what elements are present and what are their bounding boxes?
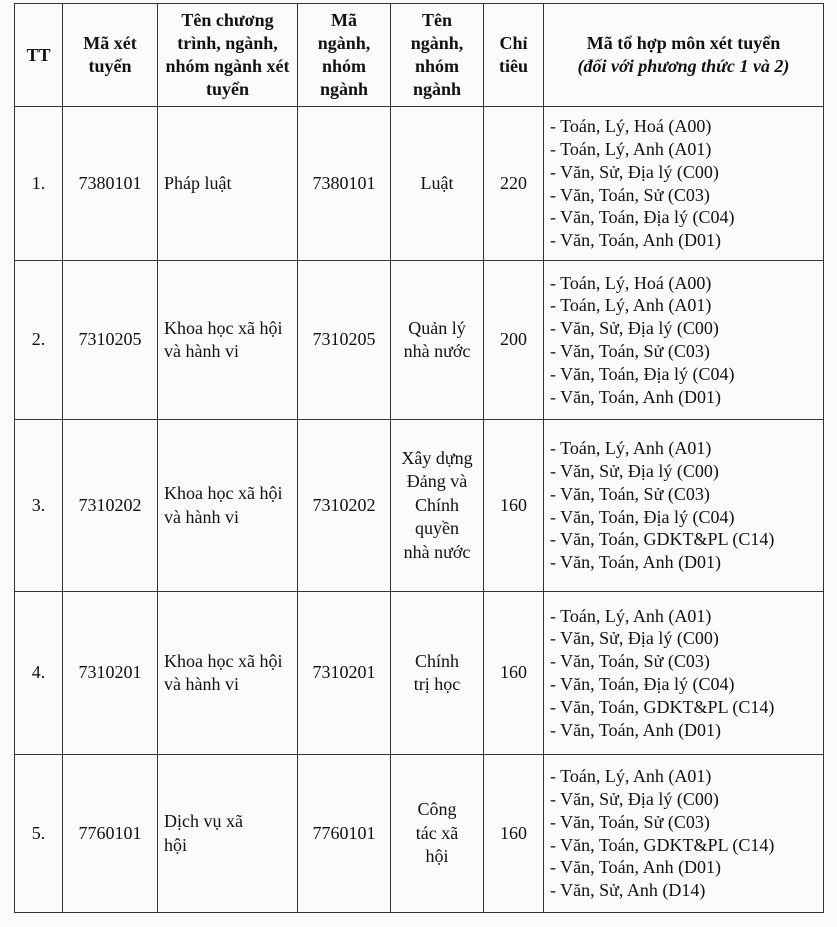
header-ma-nganh: Mã ngành, nhóm ngành [298,4,391,107]
header-to-hop [544,4,824,107]
combo-item: - Văn, Toán, Sử (C03) [550,483,710,504]
table-row [15,420,824,592]
header-ma-xet-tuyen: Mã xét tuyển [63,4,158,107]
combo-item: - Văn, Toán, Địa lý (C04) [550,363,735,384]
combo-item: - Văn, Toán, Sử (C03) [550,184,710,205]
combo-item: - Văn, Toán, Anh (D01) [550,552,722,573]
combo-item: - Văn, Sử, Địa lý (C00) [550,628,719,649]
cell-ma-nganh: 7760101 [298,755,391,913]
cell-ten-chuong-trinh: Khoa học xã hội và hành vi [158,592,298,755]
admission-table [14,3,824,913]
cell-ma-xet-tuyen: 7380101 [63,107,158,261]
cell-ten-nganh: Luật [391,107,484,261]
combo-item: - Văn, Toán, Anh (D01) [550,719,722,740]
cell-ma-nganh: 7310205 [298,261,391,420]
header-ten-nganh: Tên ngành, nhóm ngành [391,4,484,107]
combo-item: - Văn, Toán, Địa lý (C04) [550,207,735,228]
combo-item: - Văn, Toán, GDKT&PL (C14) [550,834,775,855]
combo-item: - Toán, Lý, Anh (A01) [550,605,712,626]
combo-item: - Toán, Lý, Anh (A01) [550,295,712,316]
combo-item: - Toán, Lý, Hoá (A00) [550,116,712,137]
combo-item: - Văn, Toán, Sử (C03) [550,651,710,672]
header-chi-tieu: Chỉ tiêu [484,4,544,107]
header-ten-chuong-trinh: Tên chương trình, ngành, nhóm ngành xét tuyển [158,4,298,107]
combo-item: - Văn, Toán, Anh (D01) [550,857,722,878]
cell-chi-tieu: 200 [484,261,544,420]
cell-ma-nganh: 7310201 [298,592,391,755]
combo-item: - Văn, Toán, Sử (C03) [550,811,710,832]
cell-chi-tieu: 160 [484,755,544,913]
header-tt: TT [15,4,63,107]
combo-item: - Toán, Lý, Anh (A01) [550,138,712,159]
cell-to-hop [544,261,824,420]
table-row [15,261,824,420]
header-to-hop-note: (đối với phương thức 1 và 2) [577,56,790,76]
combo-item: - Văn, Toán, GDKT&PL (C14) [550,696,775,717]
cell-tt: 2. [15,261,63,420]
combo-item: - Văn, Sử, Địa lý (C00) [550,161,719,182]
cell-ma-xet-tuyen: 7310201 [63,592,158,755]
cell-ten-chuong-trinh: Khoa học xã hội và hành vi [158,420,298,592]
combo-item: - Văn, Sử, Địa lý (C00) [550,460,719,481]
cell-ten-chuong-trinh: Khoa học xã hội và hành vi [158,261,298,420]
cell-ten-nganh: Quản lý nhà nước [391,261,484,420]
table-row [15,592,824,755]
cell-ten-nganh: Công tác xã hội [391,755,484,913]
cell-to-hop [544,592,824,755]
cell-to-hop [544,420,824,592]
table-row [15,755,824,913]
cell-ma-xet-tuyen: 7760101 [63,755,158,913]
cell-ten-chuong-trinh: Pháp luật [158,107,298,261]
combo-item: - Văn, Toán, Sử (C03) [550,341,710,361]
combo-item: - Văn, Toán, GDKT&PL (C14) [550,529,775,550]
combo-item: - Toán, Lý, Anh (A01) [550,766,712,787]
cell-ma-nganh: 7380101 [298,107,391,261]
cell-to-hop [544,107,824,261]
cell-chi-tieu: 160 [484,592,544,755]
table-header-row [15,4,824,107]
combo-item: - Văn, Sử, Địa lý (C00) [550,788,719,809]
combo-item: - Văn, Toán, Anh (D01) [550,386,722,407]
cell-ma-nganh: 7310202 [298,420,391,592]
combo-item: - Văn, Toán, Anh (D01) [550,230,722,251]
cell-ma-xet-tuyen: 7310205 [63,261,158,420]
cell-ten-nganh: Xây dựng Đảng và Chính quyền nhà nước [391,420,484,592]
cell-chi-tieu: 160 [484,420,544,592]
cell-tt: 5. [15,755,63,913]
cell-to-hop [544,755,824,913]
combo-item: - Văn, Sử, Địa lý (C00) [550,318,719,339]
header-to-hop-title: Mã tổ hợp môn xét tuyển [586,33,781,53]
combo-item: - Toán, Lý, Anh (A01) [550,438,712,459]
cell-ma-xet-tuyen: 7310202 [63,420,158,592]
cell-chi-tieu: 220 [484,107,544,261]
cell-ten-nganh: Chính trị học [391,592,484,755]
combo-item: - Văn, Toán, Địa lý (C04) [550,674,735,694]
combo-item: - Văn, Toán, Địa lý (C04) [550,506,735,527]
combo-item: - Văn, Sử, Anh (D14) [550,880,706,901]
cell-tt: 1. [15,107,63,261]
cell-ten-chuong-trinh: Dịch vụ xã hội [158,755,298,913]
cell-tt: 4. [15,592,63,755]
cell-tt: 3. [15,420,63,592]
table-row [15,107,824,261]
combo-item: - Toán, Lý, Hoá (A00) [550,272,712,293]
